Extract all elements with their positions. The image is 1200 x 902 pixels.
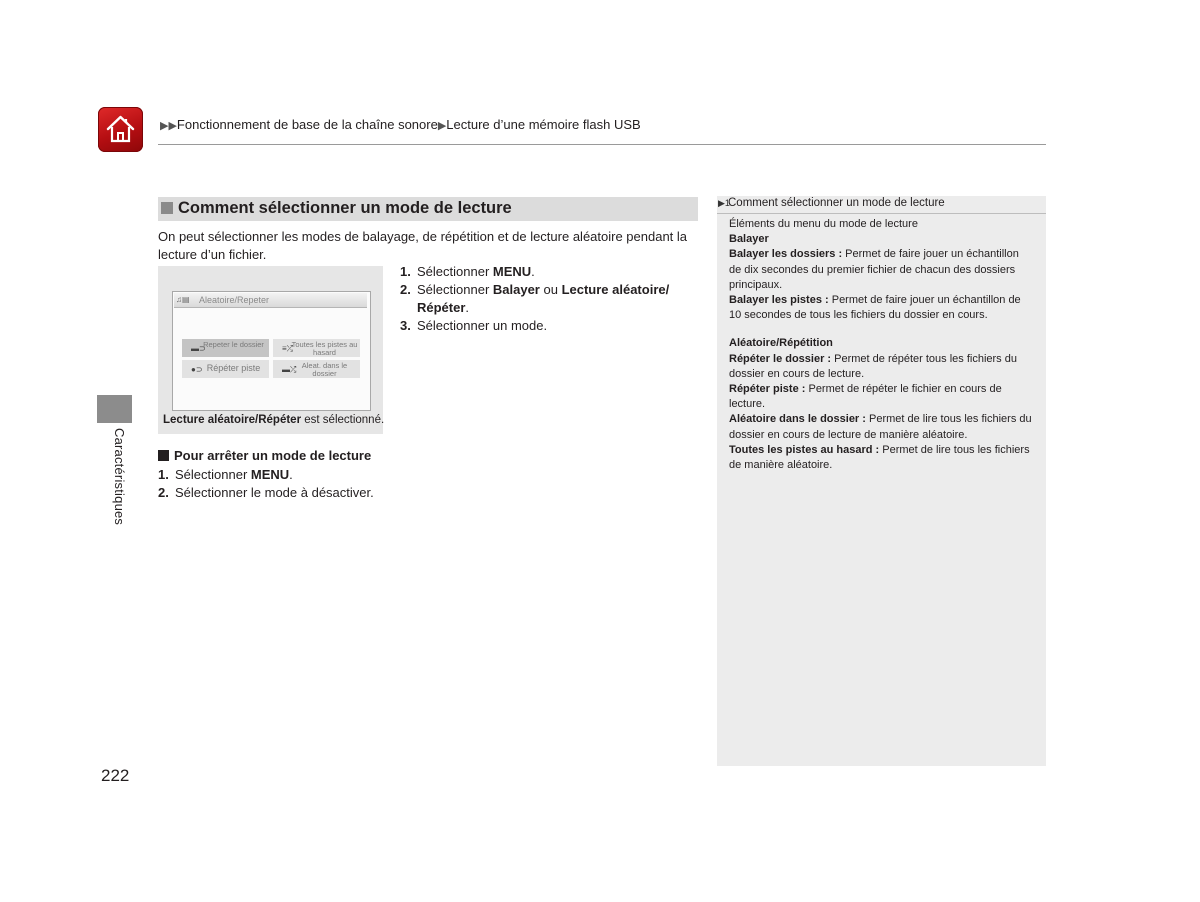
note-desc: Permet de faire jouer un échantillon de 10 secondes de tous les fichiers du dossier en cours. — [729, 294, 1021, 322]
display-title: Aleatoire/Repeter — [199, 295, 270, 305]
step-number: 1. — [400, 264, 411, 279]
step-number: 2. — [158, 485, 169, 500]
step-text: Sélectionner le mode à désactiver. — [175, 485, 374, 500]
home-icon — [105, 113, 136, 145]
breadcrumb-arrow-icon: ▶▶ — [160, 120, 177, 132]
note-desc: Permet de lire tous les fichiers du dossier en cours de lecture de manière aléatoire. — [729, 413, 1032, 441]
step-text: Sélectionner un mode. — [417, 318, 548, 333]
step-number: 3. — [400, 318, 411, 333]
stop-step-1 — [158, 466, 458, 484]
step-number: 1. — [158, 467, 169, 482]
step-keyword: MENU — [250, 467, 290, 482]
note-term: Toutes les pistes au hasard : — [729, 443, 880, 456]
illustration-caption — [163, 414, 384, 426]
repeat-folder-icon: ▬⊃ — [191, 344, 206, 353]
option-label: Toutes les pistes au hasard — [291, 340, 358, 357]
option-label: Répéter piste — [206, 363, 261, 373]
home-button[interactable] — [98, 107, 143, 152]
note-entry — [729, 412, 1034, 442]
breadcrumb — [160, 117, 641, 132]
section-title: Comment sélectionner un mode de lecture — [178, 199, 512, 217]
header-divider — [158, 144, 1046, 145]
note-term: Balayer — [729, 233, 769, 246]
option-label: Repeter le dossier — [203, 340, 264, 349]
note-term: Aléatoire/Répétition — [729, 337, 833, 350]
note-desc: Permet de faire jouer un échantillon de dix secondes du premier fichier de chacun des dossiers principaux. — [729, 248, 1019, 291]
chapter-label: Caractéristiques — [112, 428, 127, 526]
step-text: . — [289, 467, 293, 482]
note-entry — [729, 382, 1034, 412]
step-text: . — [531, 264, 535, 279]
note-term: Aléatoire dans le dossier : — [729, 413, 866, 426]
note-body — [729, 217, 1034, 473]
step-text: Sélectionner — [417, 264, 493, 279]
note-term: Balayer les pistes : — [729, 294, 829, 307]
caption-bold: Lecture aléatoire/Répéter — [163, 414, 302, 426]
intro-paragraph: On peut sélectionner les modes de balayage, de répétition et de lecture aléatoire pendant la lecture d’un fichier. — [158, 229, 688, 262]
option-random-folder[interactable] — [273, 360, 360, 378]
note-desc: Permet de lire tous les fichiers de manière aléatoire. — [729, 443, 1030, 472]
step-number: 2. — [400, 282, 411, 297]
note-entry — [729, 443, 1034, 473]
breadcrumb-link-audio[interactable]: Fonctionnement de base de la chaîne sonore — [176, 117, 438, 132]
note-ref-icon: ▶1 — [718, 198, 730, 208]
step-keyword: MENU — [492, 264, 532, 279]
note-term: Répéter piste : — [729, 383, 806, 396]
repeat-track-icon: ●⊃ — [191, 365, 203, 374]
step-text: Sélectionner — [417, 282, 493, 297]
page-number: 222 — [101, 766, 130, 785]
shuffle-all-icon: ≡⤮ — [282, 344, 294, 353]
note-desc: Permet de répéter tous les fichiers du dossier en cours de lecture. — [729, 352, 1017, 380]
option-all-random[interactable] — [273, 339, 360, 357]
chapter-tab[interactable] — [97, 395, 132, 423]
step-text: . — [465, 300, 470, 315]
caption-rest: est sélectionné. — [301, 414, 385, 426]
option-label: Aleat. dans le dossier — [301, 361, 348, 378]
note-line: Éléments du menu du mode de lecture — [729, 218, 918, 230]
note-entry — [729, 293, 1034, 323]
breadcrumb-arrow-icon: ▶ — [437, 120, 447, 132]
note-term: Balayer les dossiers : — [729, 248, 843, 261]
step-3 — [400, 317, 700, 335]
procedure-steps — [400, 263, 700, 335]
step-keyword: Lecture aléatoire/ Répéter — [417, 282, 670, 315]
section-bullet-icon — [161, 202, 173, 214]
option-repeat-track[interactable] — [182, 360, 269, 378]
note-term: Répéter le dossier : — [729, 352, 832, 365]
step-keyword: Balayer — [492, 282, 540, 297]
stop-steps — [158, 466, 458, 502]
note-desc: Permet de répéter le fichier en cours de lecture. — [729, 383, 1002, 411]
step-text: ou — [539, 282, 562, 297]
music-folder-icon: ♫▤ — [176, 295, 190, 304]
breadcrumb-current: Lecture d’une mémoire flash USB — [446, 117, 641, 132]
option-repeat-folder[interactable] — [182, 339, 269, 357]
subsection-bullet-icon — [158, 450, 169, 461]
step-1 — [400, 263, 700, 281]
note-title: Comment sélectionner un mode de lecture — [728, 197, 945, 209]
step-2 — [400, 281, 700, 317]
note-entry — [729, 247, 1034, 293]
step-text: Sélectionner — [175, 467, 251, 482]
stop-step-2 — [158, 484, 458, 502]
subsection-title: Pour arrêter un mode de lecture — [174, 448, 372, 463]
note-entry — [729, 352, 1034, 382]
shuffle-folder-icon: ▬⤮ — [282, 365, 297, 374]
subsection-heading — [158, 448, 371, 463]
